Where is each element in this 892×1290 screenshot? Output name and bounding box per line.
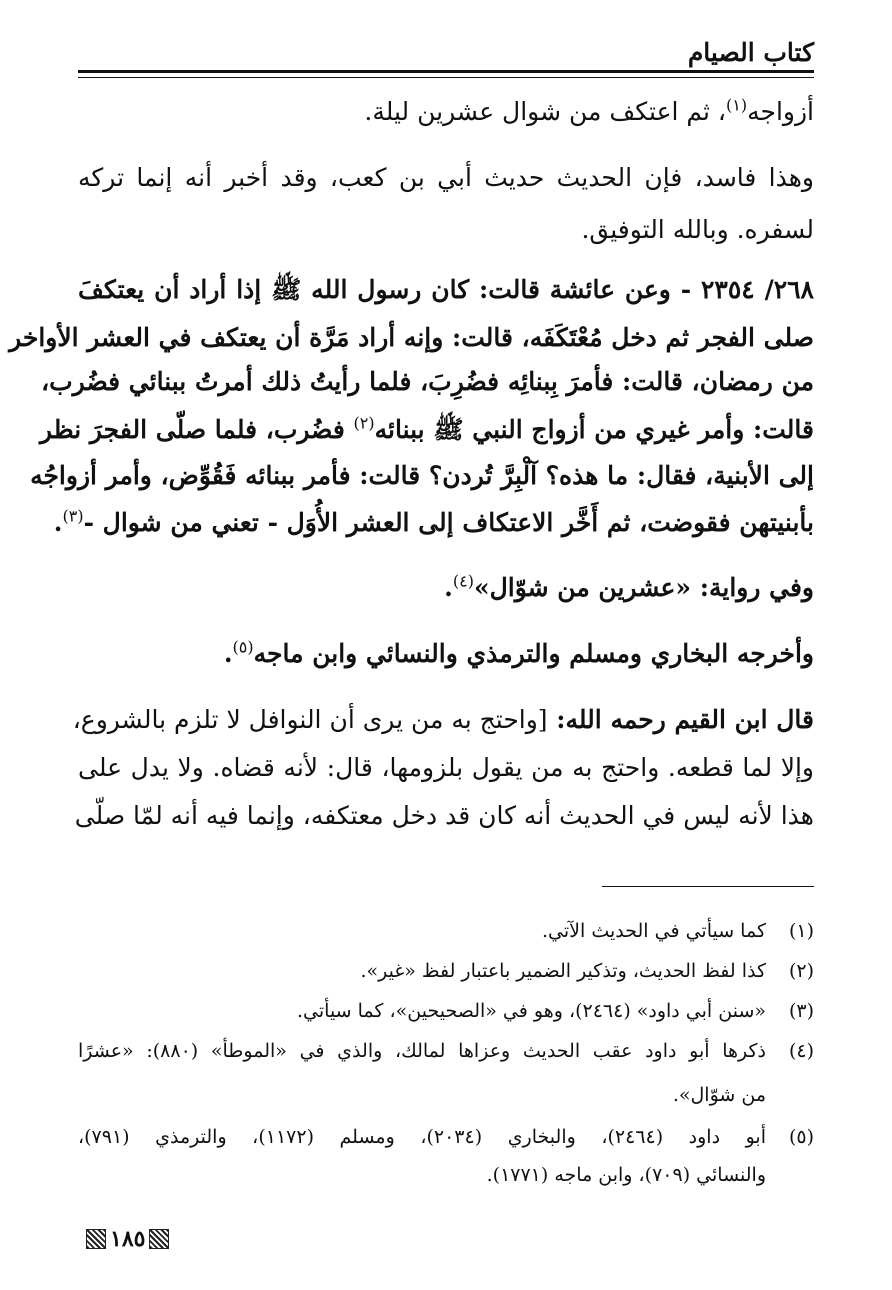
- footnote-text: كما سيأتي في الحديث الآتي.: [542, 920, 766, 942]
- text-run: وفي رواية: «عشرين من شوّال»: [473, 573, 814, 602]
- text-line: [78, 210, 814, 250]
- footnote-marker[interactable]: (٥): [232, 637, 254, 657]
- text-line: [78, 568, 814, 608]
- footnote-line: [78, 1122, 814, 1152]
- footnote-number: (٣): [788, 1000, 814, 1022]
- text-line: [78, 634, 814, 674]
- text-run: أزواجه: [747, 97, 814, 126]
- header-rule-thick: [78, 70, 814, 73]
- text-line: [78, 92, 814, 132]
- text-line: [78, 270, 814, 310]
- footnote-marker[interactable]: (٤): [452, 571, 474, 591]
- text-run: فضُرب، فلما صلّى الفجرَ نظر: [39, 415, 354, 444]
- text-line: [53, 503, 814, 543]
- text-line: [78, 158, 814, 198]
- footnote-marker[interactable]: (٢): [353, 413, 375, 433]
- ornament-icon: [86, 1229, 106, 1249]
- ornament-icon: [149, 1229, 169, 1249]
- text-run: هذا لأنه ليس في الحديث أنه كان قد دخل معتكفه، وإنما فيه أنه لمّا صلّى: [74, 801, 814, 830]
- footnote-separator: [602, 886, 814, 887]
- footnote-number: (٤): [788, 1040, 814, 1062]
- text-run: من رمضان، قالت: فأمرَ بِبنائِه فضُرِبَ، فلما رأيتُ ذلك أمرتُ ببنائي فضُرب،: [41, 367, 814, 396]
- text-run: ، ثم اعتكف من شوال عشرين ليلة.: [364, 97, 726, 126]
- footnote-line: [78, 916, 814, 946]
- footnote-line: [78, 1036, 814, 1066]
- footnote-text: كذا لفظ الحديث، وتذكير الضمير باعتبار لفظ «غير».: [360, 960, 766, 982]
- text-run: [واحتج به من يرى أن النوافل لا تلزم بالشروع،: [72, 705, 548, 734]
- page-number-text: ١٨٥: [110, 1226, 146, 1252]
- footnote-line: [78, 1160, 814, 1190]
- footnote-line: [78, 1080, 814, 1110]
- footnote-marker[interactable]: (٣): [62, 506, 84, 526]
- text-run: قالت: وأمر غيري من أزواج النبي ﷺ ببنائه: [374, 415, 814, 444]
- text-run: لسفره. وبالله التوفيق.: [581, 215, 814, 244]
- text-line: [39, 410, 814, 450]
- text-run: .: [53, 508, 63, 537]
- text-run: وهذا فاسد، فإن الحديث حديث أبي بن كعب، وقد أخبر أنه إنما تركه: [78, 163, 814, 192]
- footnote-text: أبو داود (٢٤٦٤)، والبخاري (٢٠٣٤)، ومسلم (١١٧٢)، والترمذي (٧٩١)،: [78, 1126, 766, 1148]
- text-line: [30, 456, 814, 496]
- text-line: [78, 748, 814, 788]
- footnote-line: [78, 956, 814, 986]
- footnote-text: ذكرها أبو داود عقب الحديث وعزاها لمالك، والذي في «الموطأ» (٨٨٠): «عشرًا: [78, 1040, 766, 1062]
- text-run: صلى الفجر ثم دخل مُعْتَكَفَه، قالت: وإنه أراد مَرَّة أن يعتكف في العشر الأواخر: [9, 323, 814, 352]
- text-run: إلى الأبنية، فقال: ما هذه؟ آلْبِرَّ تُردن؟ قالت: فأمر ببنائه فَقُوِّض، وأمر أزواجُه: [30, 461, 814, 490]
- page-number: [86, 1226, 169, 1252]
- footnote-marker[interactable]: (١): [726, 95, 748, 115]
- text-run: .: [444, 573, 453, 602]
- running-head: كتاب الصيام: [687, 38, 814, 67]
- text-run: وأخرجه البخاري ومسلم والترمذي والنسائي وابن ماجه: [253, 639, 814, 668]
- footnote-number: (٥): [788, 1126, 814, 1148]
- text-run: قال ابن القيم رحمه الله:: [547, 705, 814, 734]
- text-run: ٢٦٨/ ٢٣٥٤ - وعن عائشة قالت: كان رسول الله ﷺ إذا أراد أن يعتكفَ: [78, 275, 814, 304]
- header-rule-thin: [78, 77, 814, 78]
- text-run: .: [223, 639, 233, 668]
- footnote-number: (١): [788, 920, 814, 942]
- footnote-text: والنسائي (٧٠٩)، وابن ماجه (١٧٧١).: [486, 1164, 766, 1186]
- footnote-number: (٢): [788, 960, 814, 982]
- text-line: [41, 362, 814, 402]
- text-line: [9, 318, 814, 358]
- text-run: بأبنيتهن فقوضت، ثم أَخَّر الاعتكاف إلى العشر الأُوَل - تعني من شوال -: [83, 508, 814, 537]
- footnote-line: [78, 996, 814, 1026]
- text-run: وإلا لما قطعه. واحتج به من يقول بلزومها، قال: لأنه قضاه. ولا يدل على: [78, 753, 814, 782]
- footnote-text: من شوّال».: [672, 1084, 766, 1106]
- footnote-text: «سنن أبي داود» (٢٤٦٤)، وهو في «الصحيحين»، كما سيأتي.: [297, 1000, 766, 1022]
- text-line: [74, 796, 814, 836]
- text-line: [72, 700, 814, 740]
